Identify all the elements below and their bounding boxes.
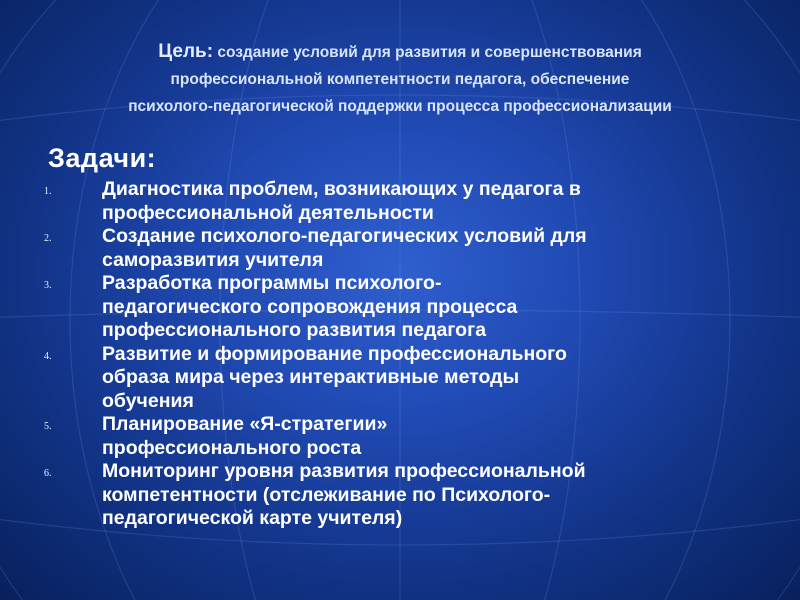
list-item-text-line: Планирование «Я-стратегии» bbox=[102, 413, 388, 435]
list-item-text-line: профессионального развития педагога bbox=[102, 319, 487, 341]
title-line-1 bbox=[30, 38, 770, 66]
list-item-text-line: Развитие и формирование профессионального bbox=[102, 342, 567, 365]
list-item bbox=[44, 178, 764, 225]
title-key-label: Цель: bbox=[158, 41, 214, 62]
list-item-text-line: Диагностика проблем, возникающих у педагога в bbox=[102, 178, 581, 200]
slide-title bbox=[30, 38, 770, 120]
list-item-text-line: компетентности (отслеживание по Психолого- bbox=[102, 483, 551, 506]
list-item bbox=[44, 343, 764, 414]
list-item-number: 3. bbox=[44, 280, 52, 291]
list-item-text-line: обучения bbox=[102, 389, 194, 412]
list-item-number: 6. bbox=[44, 468, 52, 479]
list-item bbox=[44, 272, 764, 343]
list-item-number: 5. bbox=[44, 421, 52, 432]
list-item-text-line: саморазвития учителя bbox=[102, 248, 324, 271]
list-item-number: 4. bbox=[44, 350, 52, 362]
list-item-text-line: профессиональной деятельности bbox=[102, 201, 434, 224]
list-item-number: 1. bbox=[44, 186, 52, 197]
list-item bbox=[44, 225, 764, 272]
list-item bbox=[44, 460, 764, 531]
list-item-text-line: Создание психолого-педагогических условий для bbox=[102, 225, 587, 247]
tasks-heading: Задачи: bbox=[48, 143, 157, 173]
list-item-text-line: педагогического сопровождения процесса bbox=[102, 295, 518, 318]
list-item-text-line: профессионального роста bbox=[102, 436, 362, 459]
list-item-text-line: Мониторинг уровня развития профессиональной bbox=[102, 460, 586, 482]
list-item bbox=[44, 413, 764, 460]
title-text-part-3: психолого-педагогической поддержки процесса профессионализации bbox=[128, 98, 672, 115]
list-item-text-line: Разработка программы психолого- bbox=[102, 272, 442, 294]
title-text-part-2: профессиональной компетентности педагога, обеспечение bbox=[170, 71, 630, 88]
title-text-part-1: создание условий для развития и совершенствования bbox=[217, 44, 642, 61]
list-item-text-line: образа мира через интерактивные методы bbox=[102, 366, 520, 388]
list-item-number: 2. bbox=[44, 233, 52, 244]
task-list bbox=[44, 178, 764, 531]
list-item-text-line: педагогической карте учителя) bbox=[102, 507, 403, 529]
